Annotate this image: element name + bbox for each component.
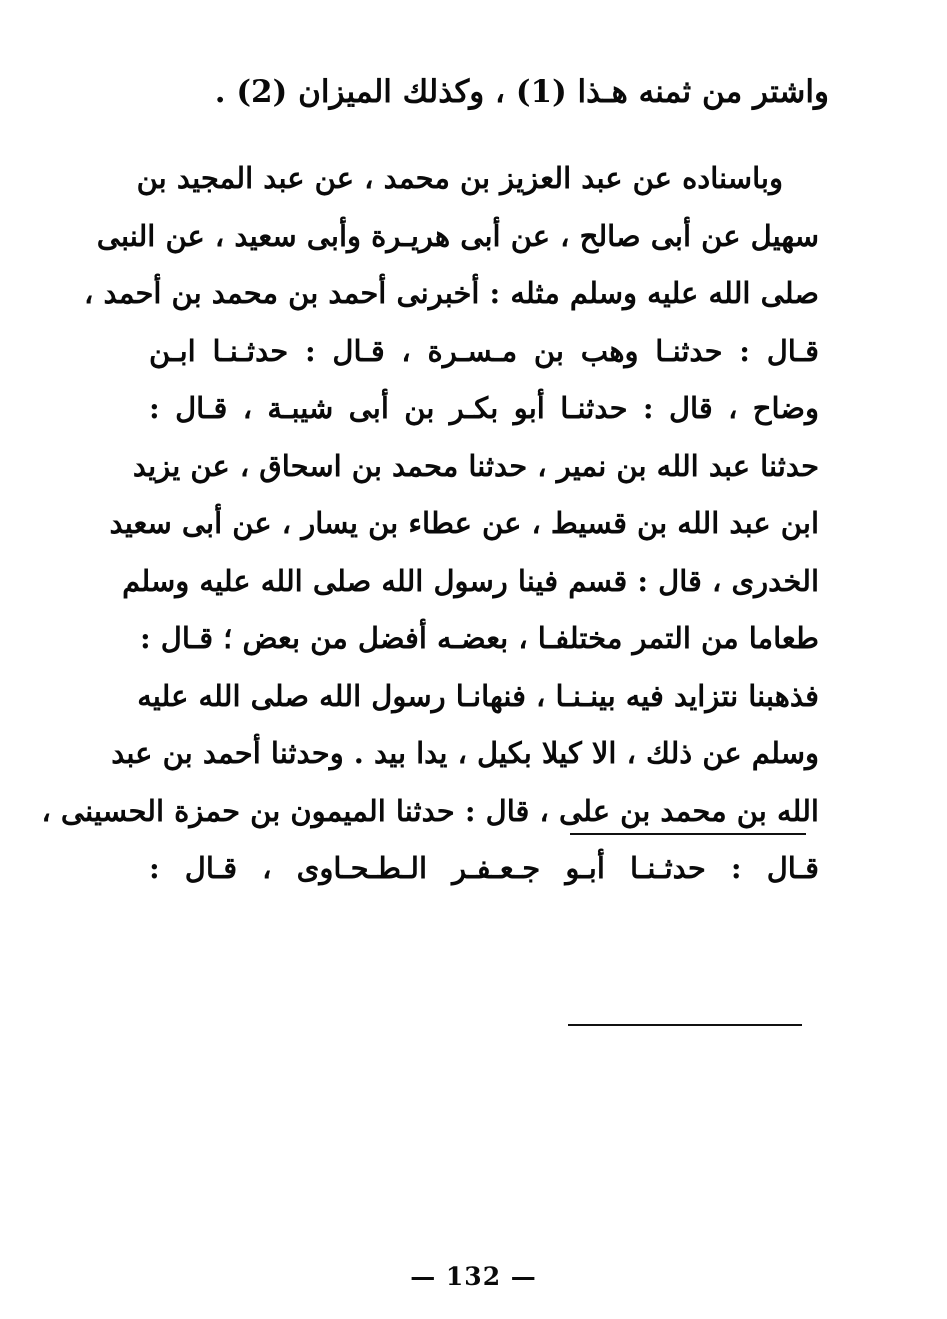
main-text-block [41,150,819,898]
continued-text-line: واشتر من ثمنه هـذا (1) ، وكذلك الميزان (2) . [214,74,829,110]
body-line: سهيل عن أبى صالح ، عن أبى هريـرة وأبى سعيد ، عن النبى [96,218,819,253]
body-line: حدثنا عبد الله بن نمير ، حدثنا محمد بن اسحاق ، عن يزيد [132,448,819,483]
body-line: طعاما من التمر مختلفـا ، بعضـه أفضل من بعض ؛ قـال : [140,621,819,655]
footnote-divider [568,1024,802,1026]
body-line: قـال : حدثـنـا أبـو جـعـفـر الـطـحـاوى ، قـال : [149,851,819,885]
body-line: فذهبنا نتزايد فيه بينـنـا ، فنهانـا رسول الله صلى الله عليه [137,678,819,713]
body-line: الله بن محمد بن على ، قال : حدثنا الميمون بن حمزة الحسينى ، [41,793,819,828]
body-line: وضاح ، قال : حدثنـا أبو بكـر بن أبى شيبـة ، قـال : [149,391,819,425]
body-line: ابن عبد الله بن قسيط ، عن عطاء بن يسار ، عن أبى سعيد [109,506,819,540]
footnote-divider [570,833,806,835]
body-line: وباسناده عن عبد العزيز بن محمد ، عن عبد المجيد بن [136,161,783,195]
body-line: صلى الله عليه وسلم مثله : أخبرنى أحمد بن محمد بن أحمد ، [84,276,819,310]
body-line: وسلم عن ذلك ، الا كيلا بكيل ، يدا بيد . وحدثنا أحمد بن عبد [111,736,819,770]
body-line: قـال : حدثنـا وهب بن مـسـرة ، قـال : حدثـنـا ابـن [149,333,819,368]
body-line: الخدرى ، قال : قسم فينا رسول الله صلى الله عليه وسلم [122,563,819,598]
page-number: — 132 — [410,1262,537,1291]
